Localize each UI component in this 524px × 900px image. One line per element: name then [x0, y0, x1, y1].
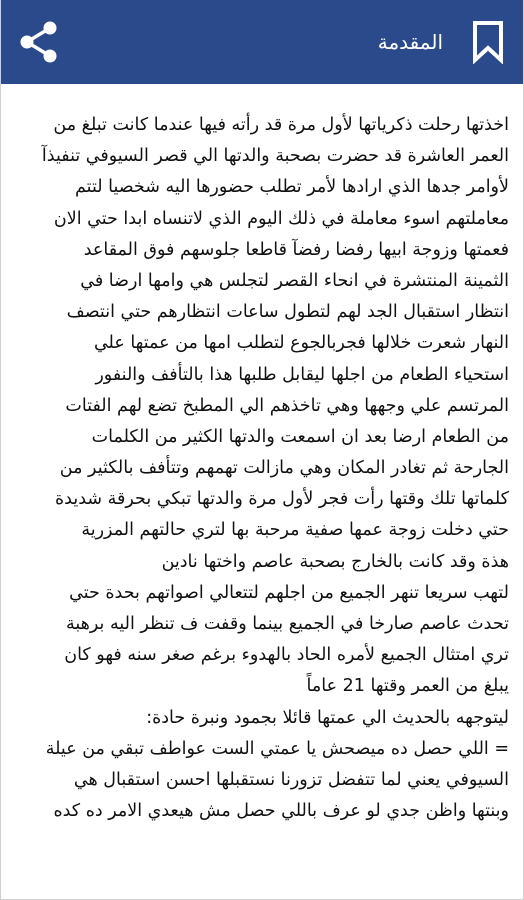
- text-line: فعمتها وزوجة ابيها رفضا رفضآ قاطعا جلوسهم فوق المقاعد: [83, 239, 509, 260]
- text-line: معاملتهم اسوء معاملة في ذلك اليوم الذي لاتنساه ابدا حتي الان: [53, 208, 509, 229]
- text-line: العمر العاشرة قد حضرت بصحبة والدتها الي قصر السيوفي تنفيذآ: [41, 146, 509, 167]
- page-title: المقدمة: [377, 30, 443, 54]
- text-line: استحياء الطعام من اجلها ليقابل طلبها هذا بالتأفف والنفور: [95, 364, 509, 385]
- text-line: هذة وقد كانت بالخارج بصحبة عاصم واختها نادين: [161, 551, 509, 572]
- text-line: يبلغ من العمر وقتها 21 عاماً: [306, 676, 509, 697]
- text-line: المرتسم علي وجهها وهي تاخذهم الي المطبخ تضع لهم الفتات: [65, 395, 509, 416]
- text-line: وبنتها واظن جدي لو عرف باللي حصل مش هيعدي الامر ده كده: [53, 801, 509, 822]
- text-line: لأوامر جدها الذي ارادها لأمر تطلب حضورها اليه شخصيا لتتم: [75, 177, 509, 198]
- text-line: كلماتها تلك وقتها رأت فجر لأول مرة والدتها تبكي بحرقة شديدة: [55, 489, 509, 510]
- text-line: تحدث عاصم صارخا في الجميع بينما وقفت ف تنظر اليه برهبة: [66, 614, 509, 634]
- text-line: انتظار استقبال الجد لهم لتطول ساعات انتظارهم حتي انتصف: [66, 302, 509, 323]
- text-line: النهار شعرت خلالها فجربالجوع لتطلب امها من عمتها علي: [93, 333, 509, 354]
- text-line: الثمينة المنتشرة في انحاء القصر لتجلس هي وامها ارضا في: [80, 270, 509, 291]
- text-line: اخذتها رحلت ذكرياتها لأول مرة قد رأته فيها عندما كانت تبلغ من: [53, 115, 509, 135]
- text-line: حتي دخلت زوجة عمها صفية مرحبة بها لتري حالتهم المزرية: [81, 520, 509, 541]
- share-icon: [15, 18, 63, 66]
- text-line: الجارحة ثم تغادر المكان وهي مازالت تهمهم وتتأفف بالكثير من: [59, 458, 509, 479]
- bookmark-button[interactable]: [471, 20, 505, 64]
- text-line: السيوفي يعني لما تتفضل تزورنا نستقبلها احسن استقبال هي: [73, 769, 509, 790]
- text-line: تري امتثال الجميع لأمره الحاد بالهدوء برغم صغر سنه فهو كان: [64, 645, 509, 666]
- text-line: = اللي حصل ده ميصحش يا عمتي الست عواطف تبقي من عيلة: [45, 738, 509, 759]
- text-line: لتهب سريعا تنهر الجميع من اجلهم لتتعالي اصواتهم بحدة حتي: [69, 582, 509, 603]
- text-line: من الطعام ارضا بعد ان اسمعت والدتها الكثير من الكلمات: [91, 426, 509, 447]
- bookmark-icon: [471, 20, 505, 64]
- text-line: ليتوجهه بالحديث الي عمتها قائلا بجمود ونبرة حادة:: [146, 707, 509, 728]
- chapter-text: [17, 110, 509, 827]
- share-button[interactable]: [15, 18, 63, 66]
- app-header: [1, 0, 523, 84]
